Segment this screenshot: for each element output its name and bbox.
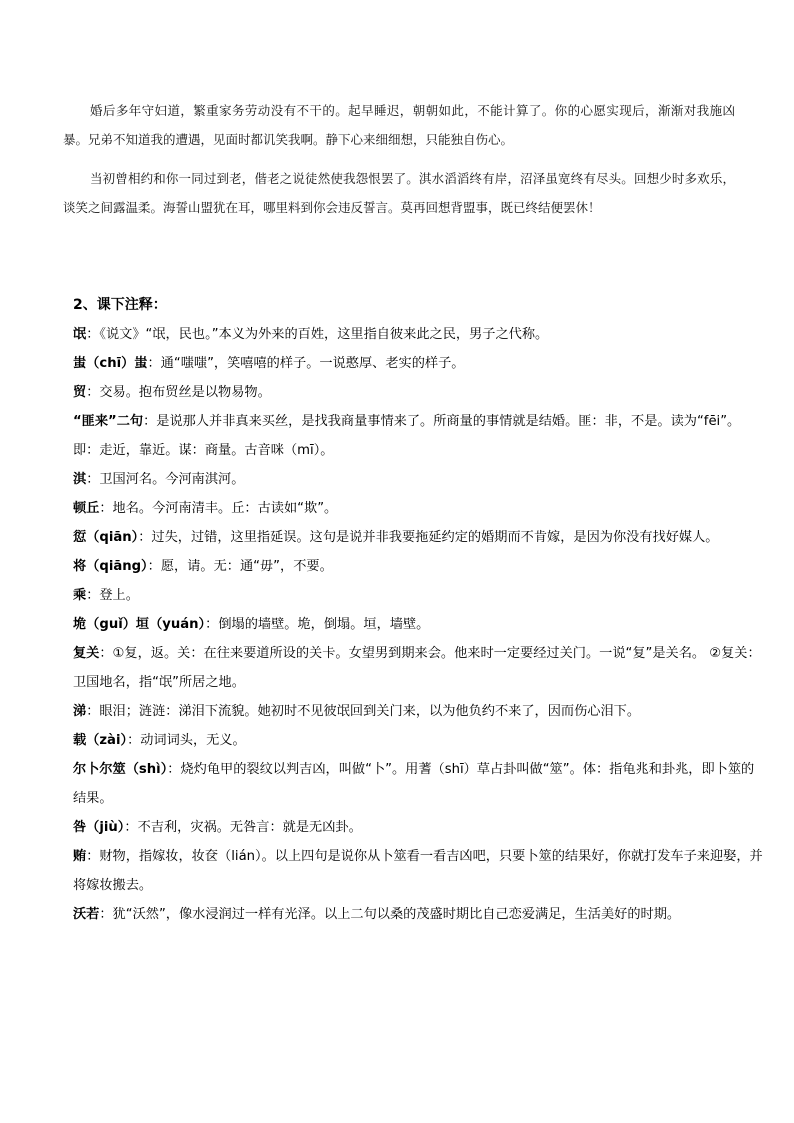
translation-paragraph-1: 婚后多年守妇道，繁重家务劳动没有不干的。起早睡迟，朝朝如此，不能计算了。你的心愿实现后，渐渐对我施凶暴。兄弟不知道我的遭遇，见面时都讥笑我啊。静下心来细细想，只能独自伤心。 — [63, 103, 735, 147]
note-text: ：地名。今河南清丰。丘：古读如“欺”。 — [99, 501, 338, 516]
note-item — [73, 755, 763, 813]
note-text: ：烧灼龟甲的裂纹以判吉凶，叫做“卜”。用蓍（shī）草占卦叫做“筮”。体：指龟兆和卦兆，即卜筮的结果。 — [73, 762, 755, 806]
note-term: 载（zài） — [73, 733, 128, 748]
note-term: 贿 — [73, 849, 87, 864]
note-text: ：犹“沃然”，像水浸润过一样有光泽。以上二句以桑的茂盛时期比自己恋爱满足，生活美好的时期。 — [99, 907, 681, 922]
note-item — [73, 465, 763, 494]
note-text: ：卫国河名。今河南淇河。 — [86, 472, 245, 487]
note-term: 垝（guǐ）垣（yuán） — [73, 617, 206, 632]
note-term: “匪来”二句 — [73, 414, 144, 429]
note-term: 复关 — [73, 646, 100, 661]
note-item — [73, 639, 763, 697]
translation-paragraph-2: 当初曾相约和你一同过到老，偕老之说徒然使我怨恨罢了。淇水滔滔终有岸，沼泽虽宽终有尽头。回想少时多欢乐，谈笑之间露温柔。海誓山盟犹在耳，哪里料到你会违反誓言。莫再回想背盟事，既已终结便罢休！ — [63, 171, 735, 215]
note-text: ：是说那人并非真来买丝，是找我商量事情来了。所商量的事情就是结婚。匪：非，不是。读为“fēi”。即：走近，靠近。谋：商量。古音咪（mī）。 — [73, 414, 741, 458]
note-term: 尔卜尔筮（shì） — [73, 762, 168, 777]
note-term: 沃若 — [73, 907, 100, 922]
note-text: ：①复，返。关：在往来要道所设的关卡。女望男到期来会。他来时一定要经过关门。一说“复”是关名。 ②复关：卫国地名，指“氓”所居之地。 — [73, 646, 761, 690]
notes-heading: 2、课下注释： — [73, 297, 167, 313]
note-item — [73, 842, 763, 900]
note-term: 咎（jiù） — [73, 820, 125, 835]
note-text: ：愿，请。无：通“毋”，不要。 — [147, 559, 333, 574]
note-term: 蚩（chī）蚩 — [73, 356, 148, 371]
note-item — [73, 523, 763, 552]
note-item — [73, 813, 763, 842]
note-item — [73, 407, 763, 465]
note-text: ：登上。 — [86, 588, 139, 603]
note-item — [73, 552, 763, 581]
note-term: 将（qiāng） — [73, 559, 148, 574]
note-item — [73, 320, 763, 349]
note-item — [73, 900, 763, 929]
translation-section — [63, 96, 735, 222]
note-term: 愆（qiān） — [73, 530, 139, 545]
note-item — [73, 726, 763, 755]
note-term: 氓 — [73, 327, 87, 342]
note-term: 贸 — [73, 385, 87, 400]
note-item — [73, 610, 763, 639]
note-item — [73, 494, 763, 523]
note-text: ：动词词头，无义。 — [127, 733, 246, 748]
note-text: ：交易。抱布贸丝是以物易物。 — [86, 385, 271, 400]
note-term: 淇 — [73, 472, 87, 487]
note-term: 顿丘 — [73, 501, 100, 516]
note-text: ：财物，指嫁妆，妆奁（lián）。以上四句是说你从卜筮看一看吉凶吧，只要卜筮的结果好，你就打发车子来迎娶，并将嫁妆搬去。 — [73, 849, 763, 893]
note-item — [73, 349, 763, 378]
note-text: ：通“嗤嗤”，笑嘻嘻的样子。一说憨厚、老实的样子。 — [147, 356, 465, 371]
note-text: ：《说文》“氓，民也。”本义为外来的百姓，这里指自彼来此之民，男子之代称。 — [86, 327, 549, 342]
note-text: ：过失，过错，这里指延误。这句是说并非我要拖延约定的婚期而不肯嫁，是因为你没有找好媒人。 — [138, 530, 719, 545]
note-text: ：眼泪；涟涟：涕泪下流貌。她初时不见彼氓回到关门来，以为他负约不来了，因而伤心泪下。 — [86, 704, 641, 719]
note-term: 乘 — [73, 588, 87, 603]
note-text: ：不吉利，灾祸。无咎言：就是无凶卦。 — [124, 820, 362, 835]
note-text: ：倒塌的墙壁。垝，倒塌。垣，墙壁。 — [205, 617, 430, 632]
notes-list — [73, 320, 763, 929]
note-item — [73, 581, 763, 610]
note-item — [73, 378, 763, 407]
note-term: 涕 — [73, 704, 87, 719]
note-item — [73, 697, 763, 726]
